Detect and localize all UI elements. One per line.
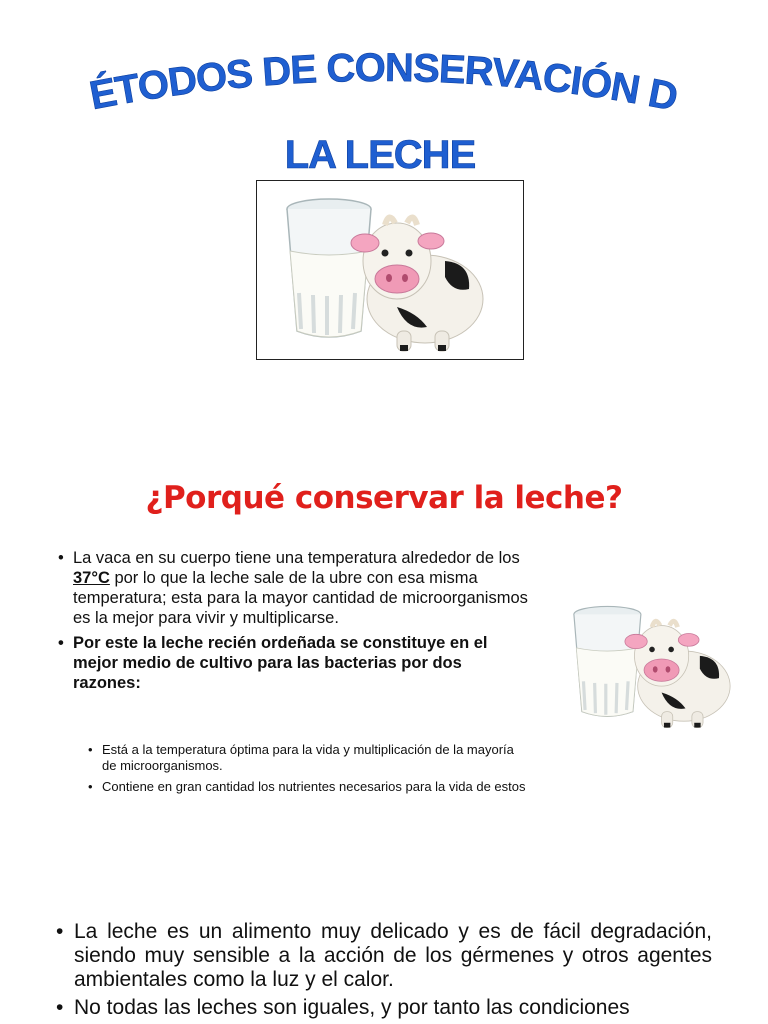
slide-delicate-food [0,900,768,1024]
bullet-icon: • [88,779,93,794]
list-item [58,633,528,693]
milk-cow-photo [550,590,762,736]
temperature-emphasis: 37°C [73,569,110,587]
list-item [58,548,528,628]
bullet-list [58,548,528,698]
bullet-icon: • [58,549,64,567]
bullet-icon: • [56,996,64,1019]
sub-bullet-text: Contiene en gran cantidad los nutrientes necesarios para la vida de estos [102,779,526,794]
slide-why-preserve [0,440,768,870]
list-item [88,779,528,795]
bullet-text: No todas las leches son iguales, y por tanto las condiciones [74,996,630,1019]
milk-cow-photo [256,180,524,360]
bullet-icon: • [88,742,93,757]
bullet-text-part: La vaca en su cuerpo tiene una temperatura alrededor de los [73,549,520,567]
list-item [56,920,712,992]
title-line-1: ÉTODOS DE CONSERVACIÓN D [86,45,681,120]
bullet-icon: • [58,634,64,652]
bullet-list [56,920,712,1024]
page-title [60,40,700,180]
sub-bullet-text: Está a la temperatura óptima para la vida y multiplicación de la mayoría de microorganismos. [102,742,514,773]
sub-bullet-list [88,742,528,800]
bullet-text: Por este la leche recién ordeñada se constituye en el mejor medio de cultivo para las bacterias por dos razones: [73,634,488,692]
list-item [88,742,528,774]
list-item [56,996,712,1020]
section-title: ¿Porqué conservar la leche? [145,480,623,516]
bullet-text: La leche es un alimento muy delicado y es de fácil degradación, siendo muy sensible a la acción de los gérmenes y otros agentes ambientales como la luz y el calor. [74,920,712,991]
slide-title [0,0,768,390]
bullet-text-part: por lo que la leche sale de la ubre con esa misma temperatura; esta para la mayor cantidad de microorganismos es la mejor para vivir y multiplicarse. [73,569,528,627]
title-line-2: LA LECHE [284,133,476,177]
bullet-icon: • [56,920,64,943]
